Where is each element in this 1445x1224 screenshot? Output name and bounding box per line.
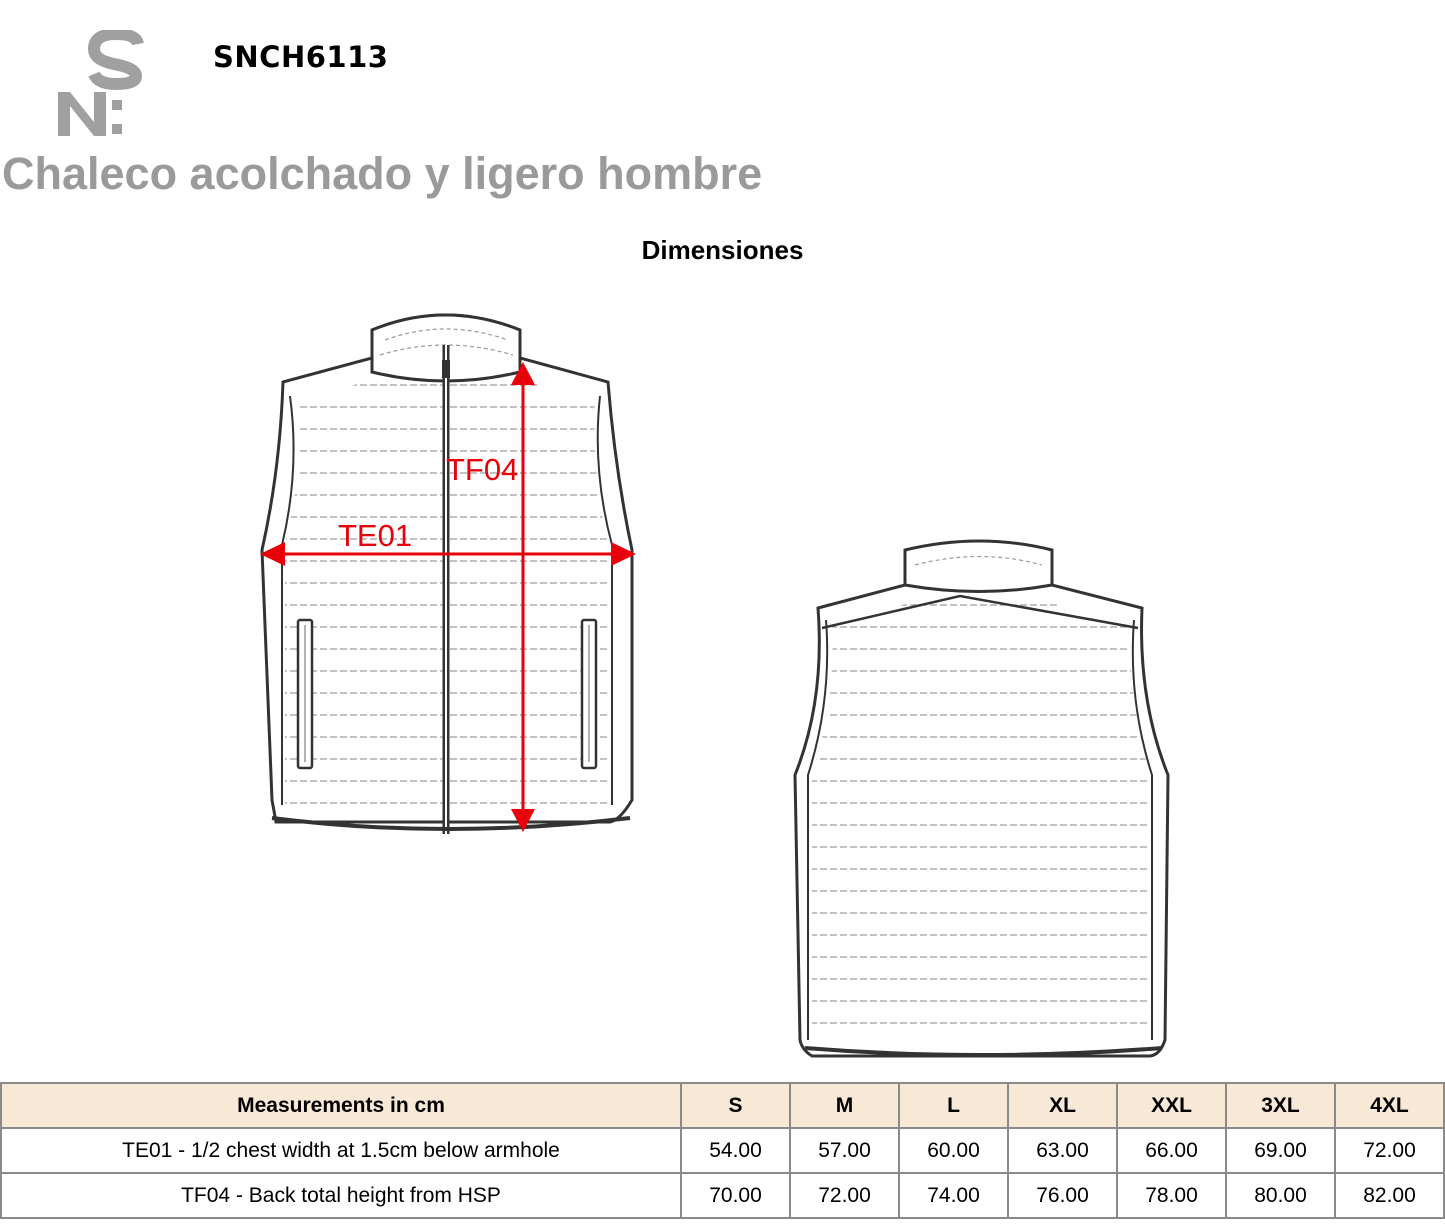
table-cell: 70.00 xyxy=(681,1173,790,1218)
header-size-l: L xyxy=(899,1083,1008,1128)
table-cell: 76.00 xyxy=(1008,1173,1117,1218)
tf04-label: TF04 xyxy=(446,452,519,487)
table-cell: 74.00 xyxy=(899,1173,1008,1218)
header-size-s: S xyxy=(681,1083,790,1128)
table-header-row xyxy=(1,1083,1444,1128)
section-title: Dimensiones xyxy=(641,235,804,265)
header-measurements: Measurements in cm xyxy=(1,1083,681,1128)
header-size-xl: XL xyxy=(1008,1083,1117,1128)
header-size-m: M xyxy=(790,1083,899,1128)
table-cell: 82.00 xyxy=(1335,1173,1444,1218)
te01-label: TE01 xyxy=(338,518,413,553)
header-size-3xl: 3XL xyxy=(1226,1083,1335,1128)
table-cell: 72.00 xyxy=(1335,1128,1444,1173)
table-cell: 66.00 xyxy=(1117,1128,1226,1173)
table-cell: 63.00 xyxy=(1008,1128,1117,1173)
table-cell: 78.00 xyxy=(1117,1173,1226,1218)
table-cell: 72.00 xyxy=(790,1173,899,1218)
table-cell: 80.00 xyxy=(1226,1173,1335,1218)
row-label: TE01 - 1/2 chest width at 1.5cm below armhole xyxy=(1,1128,681,1173)
table-cell: 54.00 xyxy=(681,1128,790,1173)
table-cell: 57.00 xyxy=(790,1128,899,1173)
header-size-xxl: XXL xyxy=(1117,1083,1226,1128)
product-code: SNCH6113 xyxy=(213,40,389,74)
front-vest-drawing xyxy=(262,315,632,834)
product-title: Chaleco acolchado y ligero hombre xyxy=(2,148,763,199)
back-vest-drawing xyxy=(795,541,1168,1056)
table-cell: 60.00 xyxy=(899,1128,1008,1173)
measurements-table xyxy=(0,1082,1445,1219)
header-size-4xl: 4XL xyxy=(1335,1083,1444,1128)
vest-diagram xyxy=(0,290,1445,1075)
table-cell: 69.00 xyxy=(1226,1128,1335,1173)
brand-logo xyxy=(50,30,150,142)
row-label: TF04 - Back total height from HSP xyxy=(1,1173,681,1218)
table-row-te01 xyxy=(1,1128,1444,1173)
table-row-tf04 xyxy=(1,1173,1444,1218)
